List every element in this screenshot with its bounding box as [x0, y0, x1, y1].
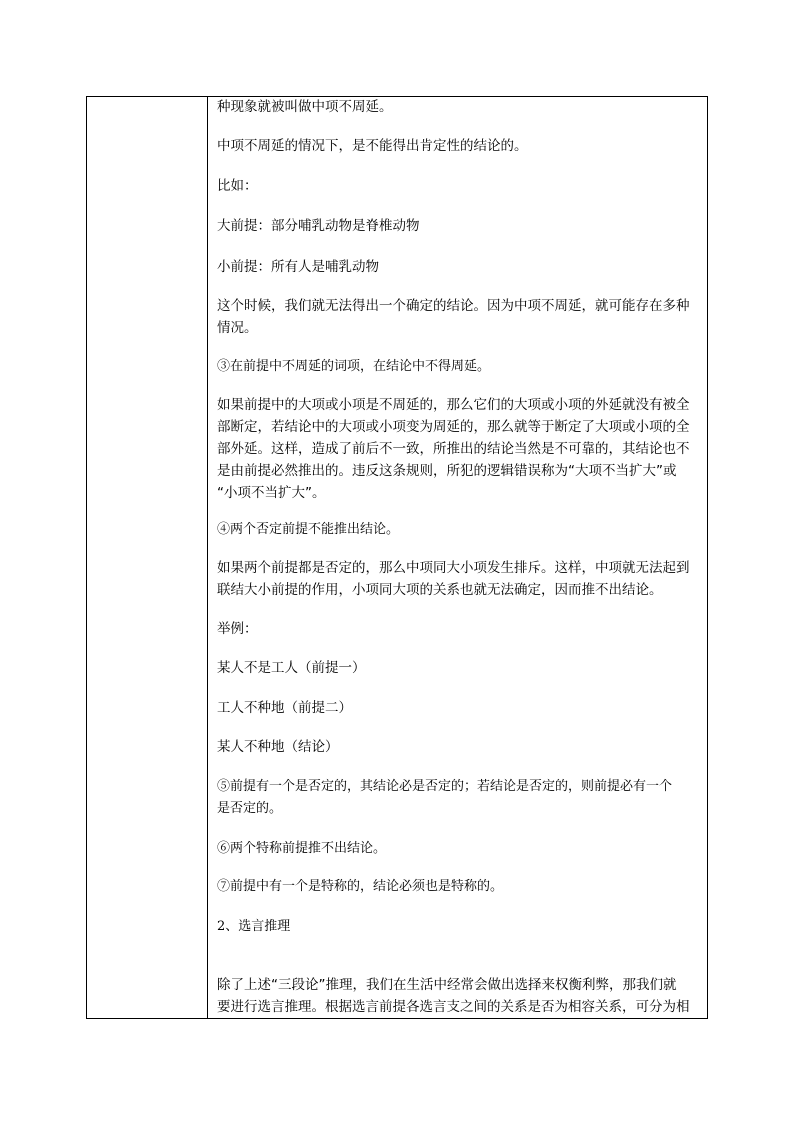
- text-line: ⑦前提中有一个是特称的，结论必须也是特称的。: [217, 879, 504, 894]
- paragraph: [217, 776, 701, 820]
- paragraph: [217, 974, 701, 1018]
- text-line: 部断定，若结论中的大项或小项变为周延的，那么就等于断定了大项或小项的全: [217, 419, 690, 435]
- paragraph: [217, 519, 701, 541]
- text-line: 大前提：部分哺乳动物是脊椎动物: [217, 218, 420, 234]
- paragraph: [217, 215, 701, 237]
- text-line: 种现象就被叫做中项不周延。: [217, 99, 393, 115]
- text-line: 情况。: [217, 320, 258, 336]
- text-line: 如果两个前提都是否定的，那么中项同大小项发生排斥。这样，中项就无法起到: [217, 560, 690, 576]
- paragraph: [217, 618, 701, 640]
- paragraph: [217, 657, 701, 679]
- paragraph: [217, 697, 701, 719]
- content-table: [86, 96, 708, 1019]
- text-line: 是由前提必然推出的。违反这条规则，所犯的逻辑错误称为“大项不当扩大”或: [217, 463, 677, 479]
- text-line: 比如：: [217, 178, 258, 194]
- text-line: ④两个否定前提不能推出结论。: [217, 522, 400, 537]
- paragraph: [217, 135, 701, 157]
- text-line: 中项不周延的情况下，是不能得出肯定性的结论的。: [217, 138, 528, 154]
- text-line: “小项不当扩大”。: [217, 485, 326, 501]
- paragraph: [217, 356, 701, 378]
- paragraph: [217, 97, 701, 118]
- paragraph: [217, 256, 701, 278]
- right-column-cell: [209, 97, 707, 1018]
- paragraph: [217, 838, 701, 860]
- paragraph: [217, 916, 701, 938]
- text-line: ⑥两个特称前提推不出结论。: [217, 841, 387, 856]
- text-line: ③在前提中不周延的词项，在结论中不得周延。: [217, 359, 491, 374]
- paragraph: [217, 295, 701, 339]
- paragraph: [217, 736, 701, 758]
- paragraph: [217, 557, 701, 601]
- paragraph: [217, 175, 701, 197]
- paragraph: [217, 876, 701, 898]
- text-line: 小前提：所有人是哺乳动物: [217, 259, 379, 275]
- text-line: ⑤前提有一个是否定的，其结论必是否定的；若结论是否定的，则前提必有一个: [217, 779, 673, 794]
- text-line: 这个时候，我们就无法得出一个确定的结论。因为中项不周延，就可能存在多种: [217, 298, 690, 314]
- text-line: 某人不是工人（前提一）: [217, 660, 366, 676]
- text-line: 举例：: [217, 621, 258, 637]
- text-line: 要进行选言推理。根据选言前提各选言支之间的关系是否为相容关系，可分为相: [217, 999, 690, 1015]
- text-line: 如果前提中的大项或小项是不周延的，那么它们的大项或小项的外延就没有被全: [217, 397, 690, 413]
- text-line: 工人不种地（前提二）: [217, 700, 352, 716]
- text-line: 联结大小前提的作用，小项同大项的关系也就无法确定，因而推不出结论。: [217, 582, 663, 598]
- text-line: 2、选言推理: [217, 919, 291, 934]
- paragraph: [217, 394, 701, 504]
- text-line: 除了上述“三段论”推理，我们在生活中经常会做出选择来权衡利弊，那我们就: [217, 977, 677, 993]
- text-line: 某人不种地（结论）: [217, 739, 339, 755]
- text-line: 是否定的。: [217, 801, 283, 816]
- left-column-cell: [87, 97, 208, 1018]
- text-line: 部外延。这样，造成了前后不一致，所推出的结论当然是不可靠的，其结论也不: [217, 441, 690, 457]
